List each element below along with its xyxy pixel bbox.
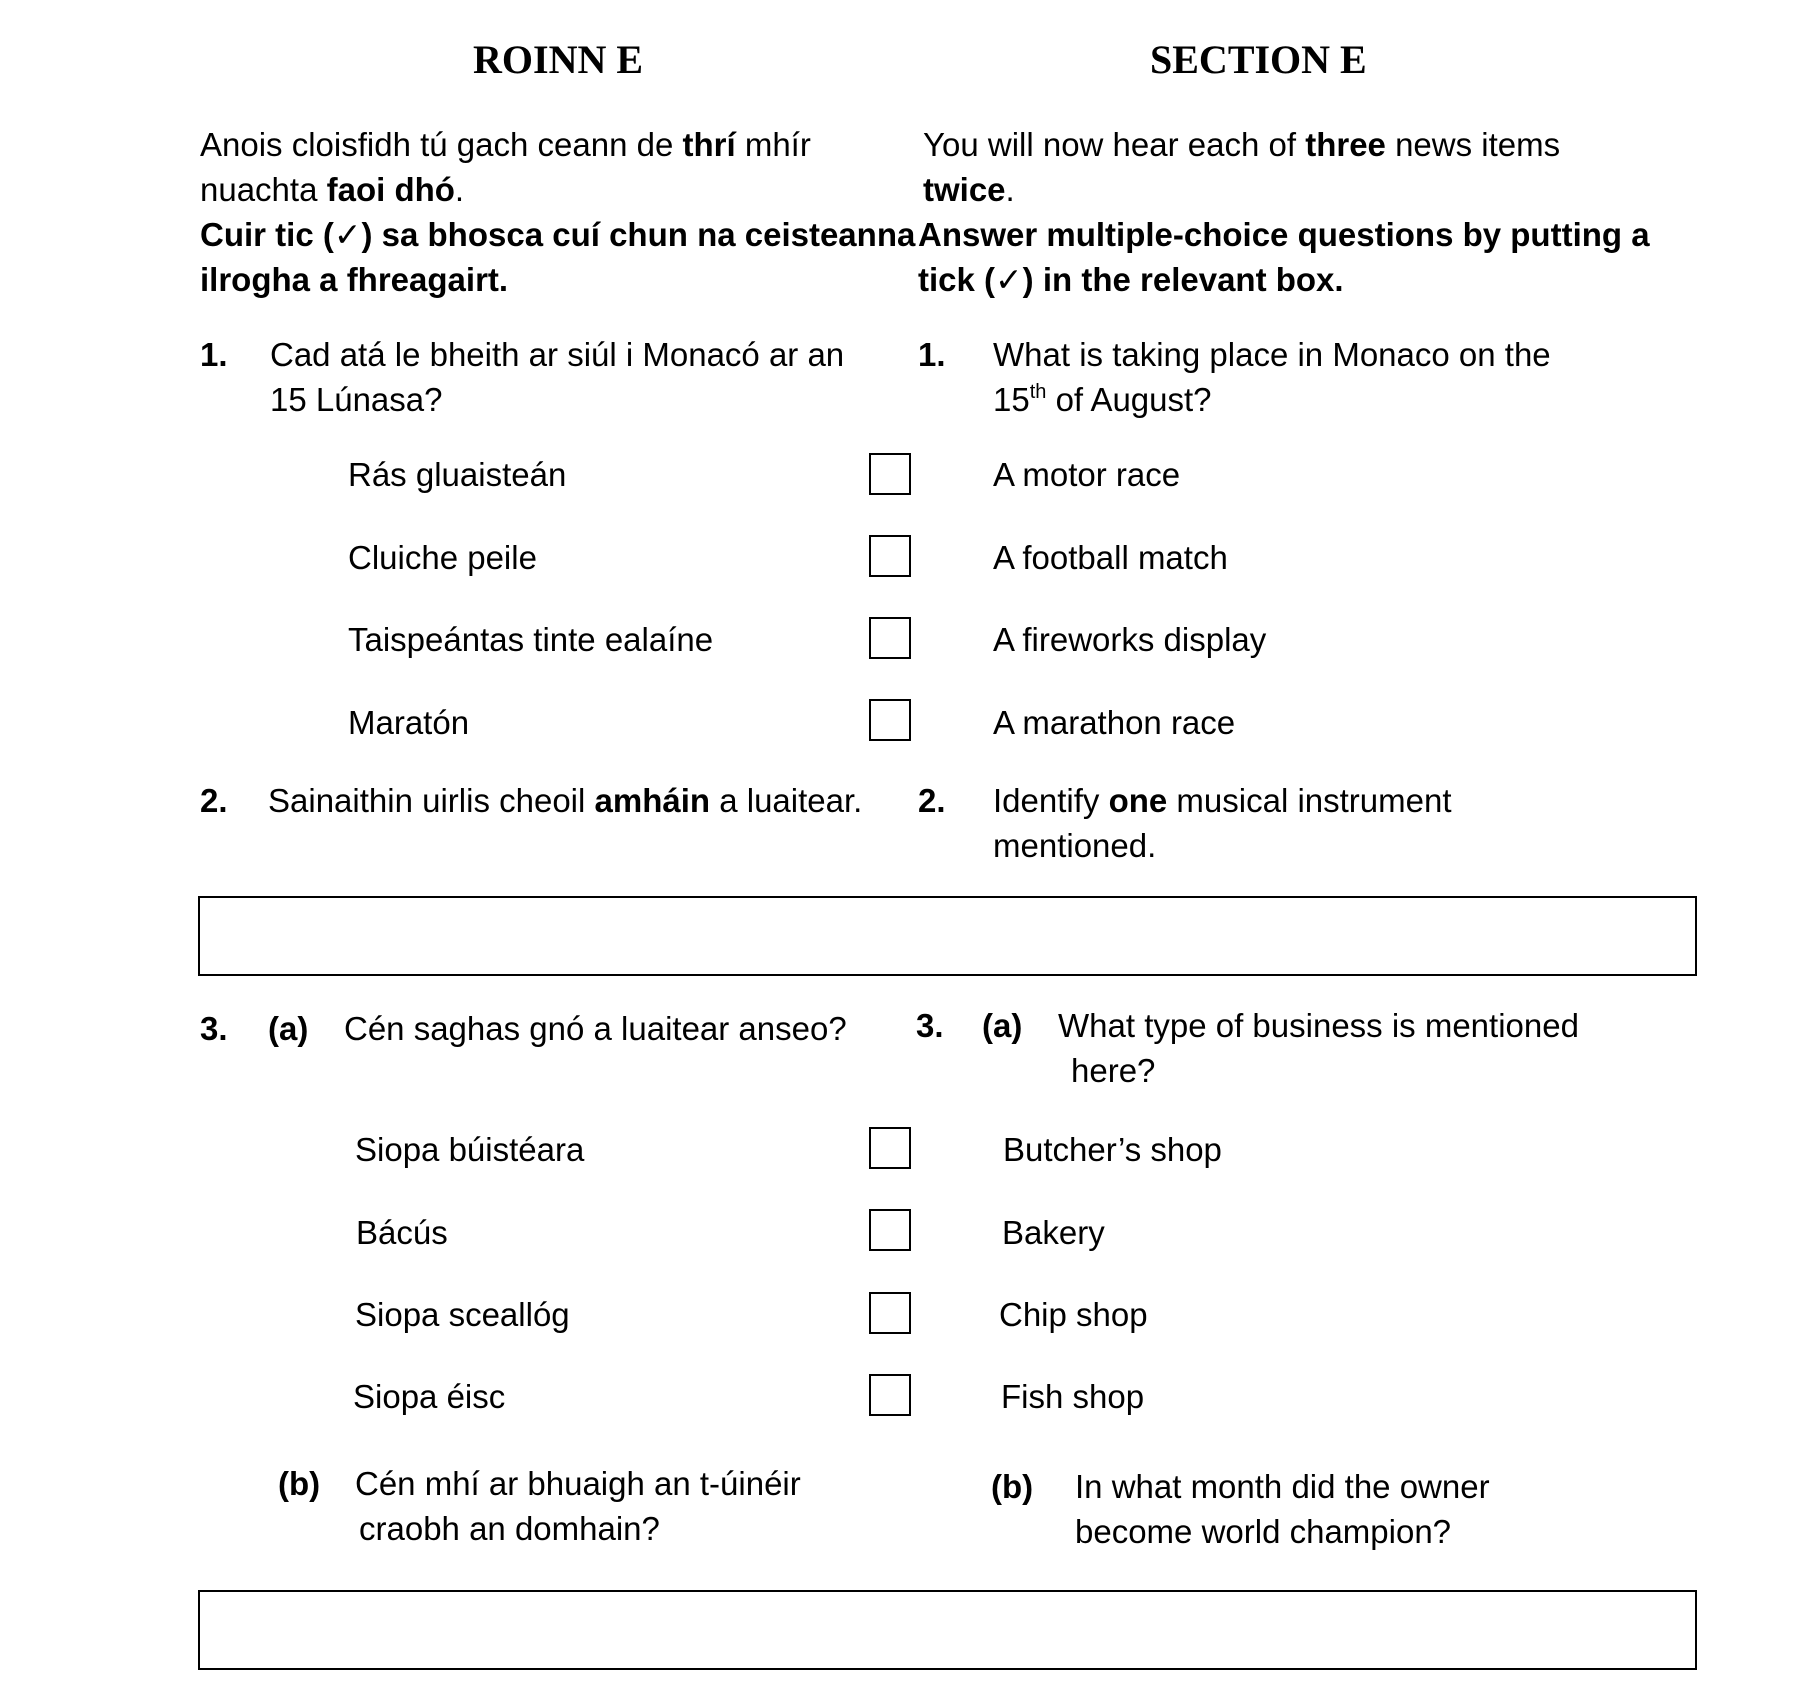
q1-checkbox-1[interactable] [869,453,911,495]
q1-irish-text-2: 15 Lúnasa? [270,381,443,418]
heading-english: SECTION E [1150,37,1367,82]
intro-english-line-2: twice. [923,171,1015,208]
q3b-english-text-2: become world champion? [1075,1513,1452,1550]
q3b-irish-text-1: Cén mhí ar bhuaigh an t-úinéir [355,1465,801,1502]
q3-checkbox-3[interactable] [869,1292,911,1334]
q1-option-english-2: A football match [993,539,1228,576]
q1-checkbox-3[interactable] [869,617,911,659]
q1-irish-text-1: Cad atá le bheith ar siúl i Monacó ar an [270,336,845,373]
q3-option-irish-1: Siopa búistéara [355,1131,585,1168]
q3-option-irish-3: Siopa sceallóg [355,1296,570,1333]
q3-option-english-1: Butcher’s shop [1003,1131,1222,1168]
q3-option-english-4: Fish shop [1001,1378,1145,1415]
q2-english-text-1: Identify one musical instrument [993,782,1452,819]
intro-irish-line-2: nuachta faoi dhó. [200,171,465,208]
intro-english-instruction-2: tick (✓) in the relevant box. [918,261,1344,298]
q1-number-irish: 1. [200,336,228,373]
q3-number-irish: 3. [200,1010,228,1047]
q1-option-english-1: A motor race [993,456,1181,493]
q3b-english-text-1: In what month did the owner [1075,1468,1490,1505]
q2-answer-box[interactable] [198,896,1697,976]
q2-number-english: 2. [918,782,946,819]
intro-english-line-1: You will now hear each of three news items [923,126,1561,163]
q1-english-text-1: What is taking place in Monaco on the [993,336,1551,373]
q3b-label-english: (b) [991,1468,1034,1505]
q3a-label-irish: (a) [268,1010,309,1047]
q2-irish-text: Sainaithin uirlis cheoil amháin a luaitear. [268,782,863,819]
q3a-irish-text: Cén saghas gnó a luaitear anseo? [344,1010,847,1047]
q2-english-text-2: mentioned. [993,827,1157,864]
q1-option-irish-1: Rás gluaisteán [348,456,567,493]
intro-irish-line-1: Anois cloisfidh tú gach ceann de thrí mhír [200,126,811,163]
q1-option-english-3: A fireworks display [993,621,1267,658]
q1-checkbox-2[interactable] [869,535,911,577]
q3-checkbox-4[interactable] [869,1374,911,1416]
q3-option-irish-4: Siopa éisc [353,1378,506,1415]
intro-irish-instruction-2: ilrogha a fhreagairt. [200,261,509,298]
q3-checkbox-2[interactable] [869,1209,911,1251]
q1-number-english: 1. [918,336,946,373]
q2-number-irish: 2. [200,782,228,819]
q3-option-irish-2: Bácús [356,1214,448,1251]
q1-option-english-4: A marathon race [993,704,1236,741]
q3-option-english-2: Bakery [1002,1214,1105,1251]
intro-english-instruction-1: Answer multiple-choice questions by putting a [918,216,1650,253]
q3a-label-english: (a) [982,1007,1023,1044]
q3-checkbox-1[interactable] [869,1127,911,1169]
q3b-irish-text-2: craobh an domhain? [359,1510,660,1547]
heading-irish: ROINN E [473,37,644,82]
q3-number-english: 3. [916,1007,944,1044]
q3b-answer-box[interactable] [198,1590,1697,1670]
q1-english-text-2: 15th of August? [993,381,1212,418]
q3a-english-text-2: here? [1071,1052,1156,1089]
q1-checkbox-4[interactable] [869,699,911,741]
q1-option-irish-4: Maratón [348,704,470,741]
q3b-label-irish: (b) [278,1465,321,1502]
q1-option-irish-3: Taispeántas tinte ealaíne [348,621,714,658]
q3a-english-text-1: What type of business is mentioned [1058,1007,1579,1044]
intro-irish-instruction-1: Cuir tic (✓) sa bhosca cuí chun na ceisteanna [200,216,916,253]
q1-option-irish-2: Cluiche peile [348,539,537,576]
q3-option-english-3: Chip shop [999,1296,1148,1333]
